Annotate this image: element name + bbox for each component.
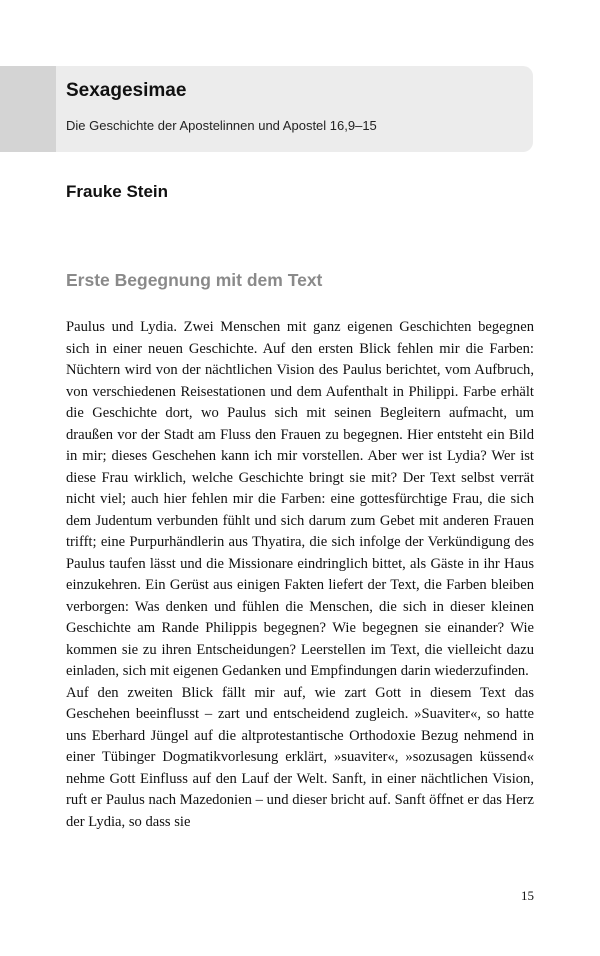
author-name: Frauke Stein xyxy=(66,182,169,201)
paragraph: Auf den zweiten Blick fällt mir auf, wie zart Gott in diesem Text das Geschehen beeinflusst – zart und entscheidend zugleich. »Suaviter«, so hatte uns Eberhard Jüngel auf die altprotestantische Orthodoxie Bezug nehmend in einer Tübinger Dogmatikvorlesung erklärt, »suaviter«, »sozusagen küssend« nehme Gott Einfluss auf den Lauf der Welt. Sanft, in einer nächtlichen Vision, ruft er Paulus nach Mazedonien – und dieser bricht auf. Sanft öffnet er das Herz der Lydia, so dass sie xyxy=(66,684,534,830)
header-tab-marker xyxy=(0,66,56,152)
chapter-subtitle: Die Geschichte der Apostelinnen und Apostel 16,9–15 xyxy=(66,118,377,133)
body-text xyxy=(66,317,534,833)
chapter-header xyxy=(0,66,533,152)
section-heading: Erste Begegnung mit dem Text xyxy=(66,270,323,290)
page-number: 15 xyxy=(521,888,534,903)
chapter-title: Sexagesimae xyxy=(66,80,187,101)
paragraph: Paulus und Lydia. Zwei Menschen mit ganz eigenen Geschichten begegnen sich in einer neuen Geschichte. Auf den ersten Blick fehlen mir die Farben: Nüchtern wird von der nächtlichen Vision des Paulus berichtet, vom Aufbruch, von verschiedenen Reisestationen und dem Aufenthalt in Philippi. Farbe erhält die Geschichte dort, wo Paulus sich mit seinen Begleitern aufmacht, um draußen vor der Stadt am Fluss den Frauen zu begegnen. Hier entsteht ein Bild in mir; dieses Geschehen kann ich mir vorstellen. Aber wer ist Lydia? Wer ist diese Frau wirklich, welche Geschichte bringt sie mit? Der Text selbst verrät nicht viel; auch hier fehlen mir die Farben: eine gottesfürchtige Frau, die sich dem Judentum verbunden fühlt und sich darum zum Gebet mit anderen Frauen trifft; eine Purpurhändlerin aus Thyatira, die sich infolge der Verkündigung des Paulus taufen lässt und die Missionare eindringlich bittet, als Gäste in ihr Haus einzukehren. Ein Gerüst aus einigen Fakten liefert der Text, die Farben bleiben verborgen: Was denken und fühlen die Menschen, die sich in dieser kleinen Geschichte am Rande Philippis begegnen? Wie begegnen sie einander? Wie kommen sie zu ihren Entscheidungen? Leerstellen im Text, die vielleicht dazu einladen, sich mit eigenen Gedanken und Empfindungen darin wiederzufinden. xyxy=(66,319,534,679)
